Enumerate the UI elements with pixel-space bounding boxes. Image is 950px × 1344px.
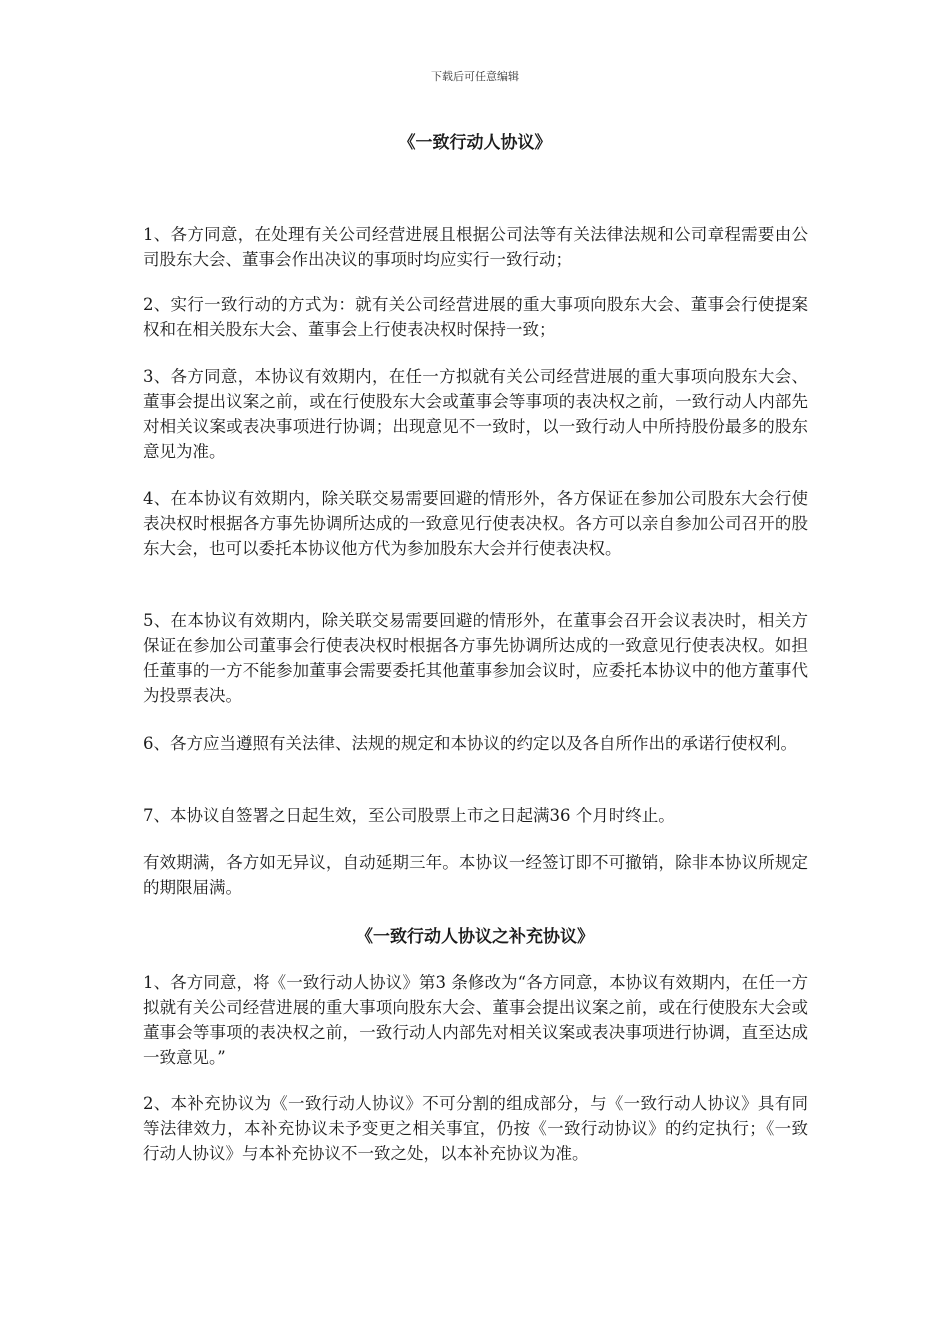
- agreement-clause-6: 6、各方应当遵照有关法律、法规的规定和本协议的约定以及各自所作出的承诺行使权利。: [143, 734, 797, 753]
- agreement-clause-1: 1、各方同意，在处理有关公司经营进展且根据公司法等有关法律法规和公司章程需要由公司股东大会、董事会作出决议的事项时均应实行一致行动；: [143, 225, 808, 269]
- agreement-title: 《一致行动人协议》: [398, 133, 552, 153]
- agreement-clause-7: 7、本协议自签署之日起生效，至公司股票上市之日起满36 个月时终止。: [143, 806, 675, 825]
- supplement-clause-1: 1、各方同意，将《一致行动人协议》第3 条修改为“各方同意，本协议有效期内，在任一方拟就有关公司经营进展的重大事项向股东大会、董事会提出议案之前，或在行使股东大会或董事会等事项的表决权之前，一致行动人内部先对相关议案或表决事项进行协调，直至达成一致意见。”: [143, 973, 808, 1067]
- agreement-clause-3: 3、各方同意，本协议有效期内，在任一方拟就有关公司经营进展的重大事项向股东大会、董事会提出议案之前，或在行使股东大会或董事会等事项的表决权之前，一致行动人内部先对相关议案或表决事项进行协调；出现意见不一致时，以一致行动人中所持股份最多的股东意见为准。: [143, 367, 808, 461]
- supplement-clause-2: 2、本补充协议为《一致行动人协议》不可分割的组成部分，与《一致行动人协议》具有同等法律效力，本补充协议未予变更之相关事宜，仍按《一致行动协议》的约定执行；《一致行动人协议》与本补充协议不一致之处，以本补充协议为准。: [143, 1094, 808, 1163]
- supplement-title: 《一致行动人协议之补充协议》: [356, 927, 594, 947]
- agreement-clause-5: 5、在本协议有效期内，除关联交易需要回避的情形外，在董事会召开会议表决时，相关方保证在参加公司董事会行使表决权时根据各方事先协调所达成的一致意见行使表决权。如担任董事的一方不能参加董事会需要委托其他董事参加会议时，应委托本协议中的他方董事代为投票表决。: [143, 611, 808, 705]
- agreement-extension-clause: 有效期满，各方如无异议，自动延期三年。本协议一经签订即不可撤销，除非本协议所规定的期限届满。: [143, 853, 808, 897]
- agreement-clause-2: 2、实行一致行动的方式为：就有关公司经营进展的重大事项向股东大会、董事会行使提案权和在相关股东大会、董事会上行使表决权时保持一致；: [143, 295, 808, 339]
- agreement-clause-4: 4、在本协议有效期内，除关联交易需要回避的情形外，各方保证在参加公司股东大会行使表决权时根据各方事先协调所达成的一致意见行使表决权。各方可以亲自参加公司召开的股东大会，也可以委托本协议他方代为参加股东大会并行使表决权。: [143, 489, 808, 558]
- header-note: 下载后可任意编辑: [431, 70, 519, 83]
